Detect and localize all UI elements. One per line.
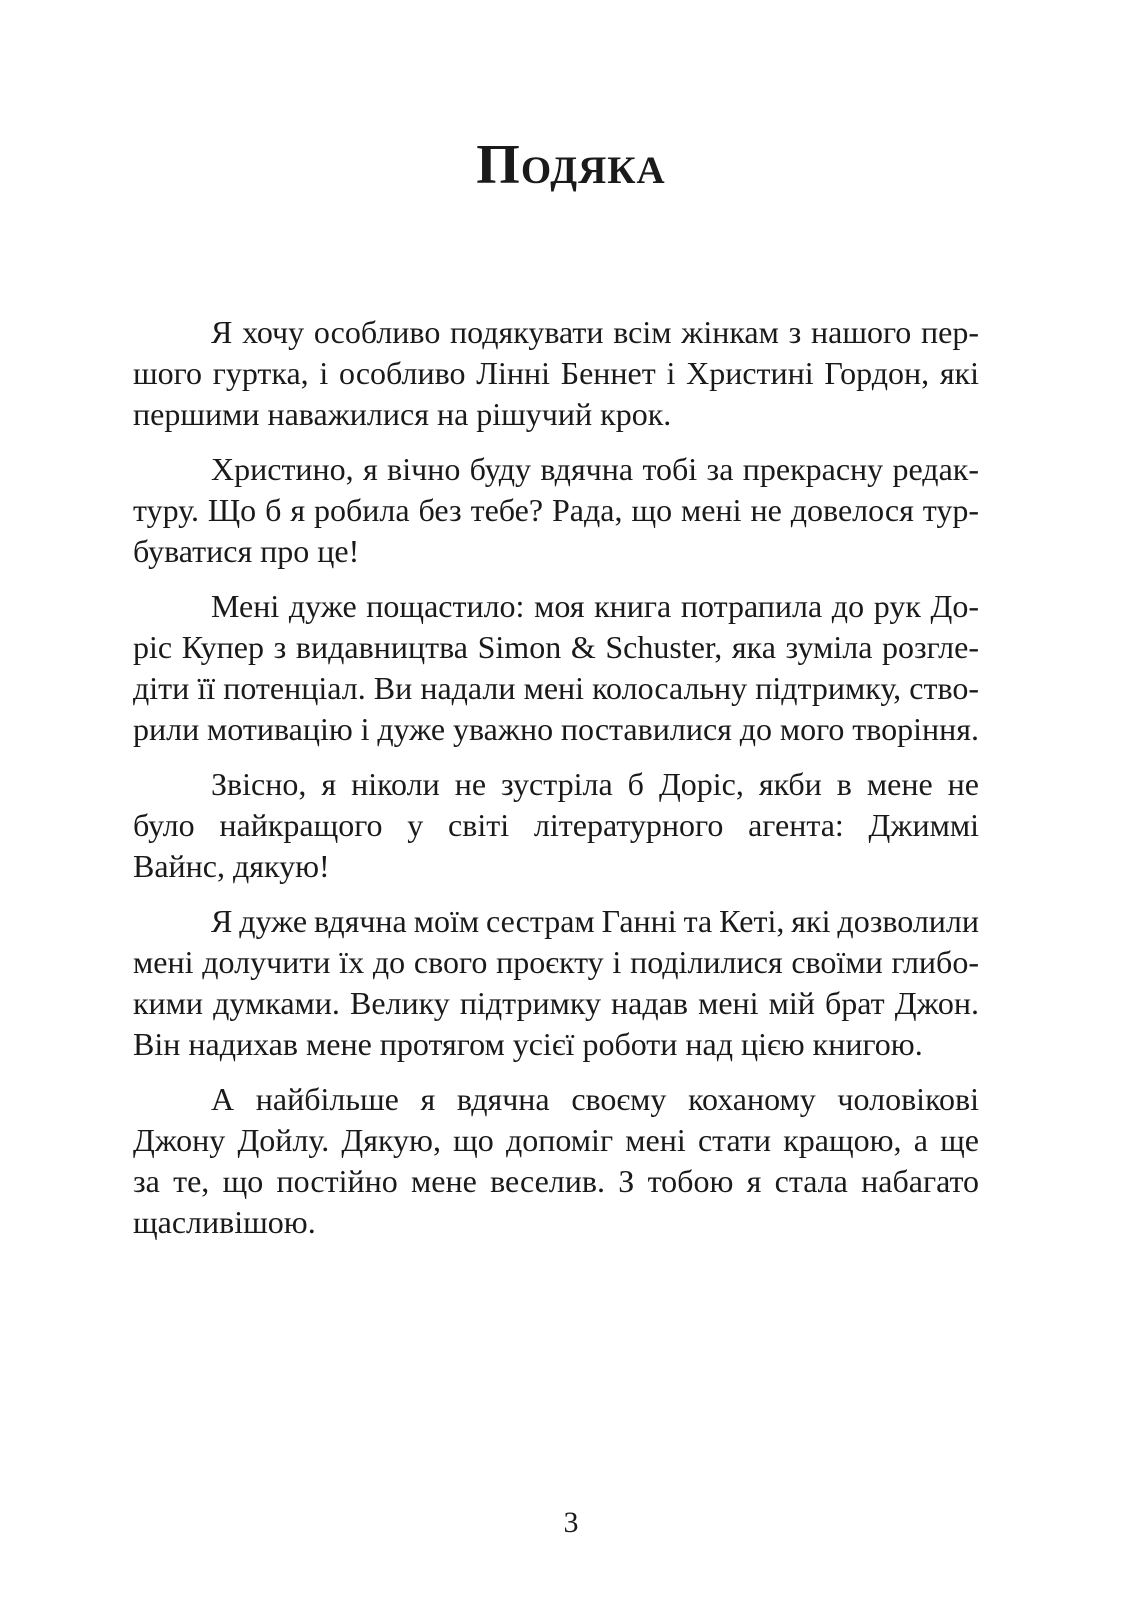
page-title: Подяка [476,134,666,196]
text-line: Христино, я вічно буду вдячна тобі за прекрасну редак- [211,451,979,487]
text-line: за те, що постійно мене веселив. З тобою я стала набагато [133,1163,980,1199]
text-line: Звісно, я ніколи не зустріла б Доріс, якби в мене не [211,766,980,802]
text-line: щасливішою. [133,1204,316,1240]
text-line: буватися про це! [133,533,360,569]
paragraph [133,449,979,572]
text-line: діти її потенціал. Ви надали мені колосальну підтримку, ство- [133,670,979,706]
paragraph [133,586,979,750]
text-line: Він надихав мене протягом усієї роботи над цією книгою. [133,1026,923,1062]
text-line: ріс Купер з видавництва Simon & Schuster, яка зуміла розгле- [133,629,979,665]
text-line: Мені дуже пощастило: моя книга потрапила до рук До- [211,588,979,624]
text-line: рили мотивацію і дуже уважно поставилися до мого творіння. [133,711,980,747]
text-line: першими наважилися на рішучий крок. [133,396,672,432]
paragraph [133,312,979,435]
text-line: було найкращого у світі літературного агента: Джиммі [133,807,979,843]
text-line: А найбільше я вдячна своєму коханому чоловікові [211,1081,979,1117]
text-line: туру. Що б я робила без тебе? Рада, що мені не довелося тур- [133,492,980,528]
text-line: Джону Дойлу. Дякую, що допоміг мені стати кращою, а ще [133,1122,979,1158]
text-line: Я дуже вдячна моїм сестрам Ганні та Кеті, які дозволили [211,903,980,939]
paragraph [133,764,979,887]
text-line: мені долучити їх до свого проєкту і поділилися своїми глибо- [133,944,979,980]
paragraph [133,901,979,1065]
text-line: кими думками. Велику підтримку надав мені мій брат Джон. [133,985,980,1021]
acknowledgements-body [133,312,979,1257]
paragraph [133,1079,979,1243]
page-number: 3 [563,1506,579,1539]
text-line: Вайнс, дякую! [133,848,330,884]
text-line: Я хочу особливо подякувати всім жінкам з нашого пер- [211,314,979,350]
text-line: шого гуртка, і особливо Лінні Беннет і Христині Гордон, які [133,355,979,391]
